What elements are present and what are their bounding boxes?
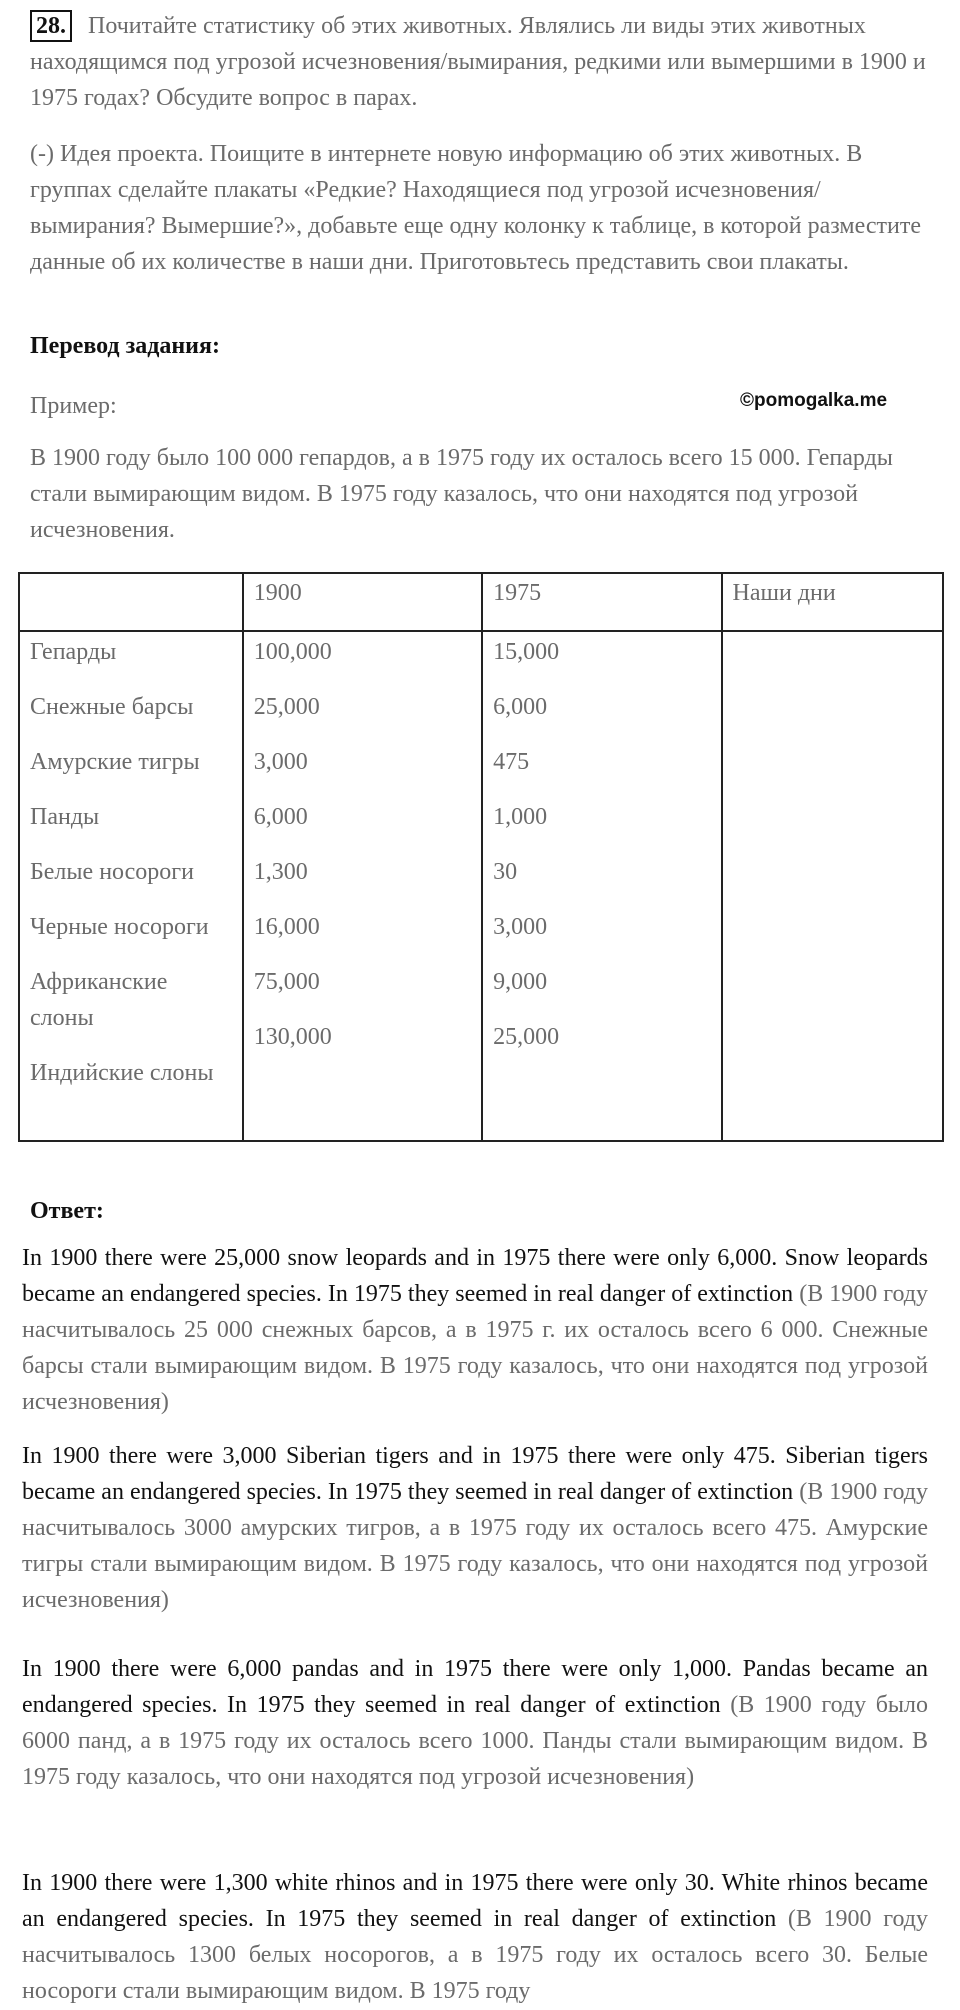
answer-paragraph [22, 1240, 928, 1420]
answer-english: In 1900 there were 25,000 snow leopards and in 1975 there were only 6,000. Snow leopards became an endangered species. In 1975 they seemed in real danger of extinction [22, 1245, 928, 1307]
answer-russian: (В 1900 году насчитывалось 1300 белых носорогов, а в 1975 году их осталось всего 30. Белые носороги стали вымирающим видом. В 1975 году [22, 1906, 929, 2004]
answer-english: In 1900 there were 1,300 white rhinos and in 1975 there were only 30. White rhinos became an endangered species. In 1975 they seemed in real danger of extinction [22, 1870, 928, 1932]
watermark: ©pomogalka.me [740, 390, 888, 411]
animal-name: Африканские слоны [30, 969, 168, 1031]
value-1900: 75,000 [253, 969, 320, 995]
value-1975: 30 [493, 859, 518, 885]
value-1975: 3,000 [493, 914, 548, 940]
table-header-row [19, 573, 943, 631]
task-number: 28. [30, 10, 72, 42]
present-column [722, 631, 943, 1141]
project-idea: (-) Идея проекта. Поищите в интернете новую информацию об этих животных. В группах сделайте плакаты «Редкие? Находящиеся под угрозой исчезновения/вымирания? Вымершие?», добавьте еще одну колонку к таблице, в которой разместите данные об их количестве в наши дни. Приготовьтесь представить свои плакаты. [30, 141, 921, 275]
task-block [30, 8, 930, 116]
value-1975: 1,000 [493, 804, 548, 830]
value-1975: 475 [493, 749, 530, 775]
answer-english: In 1900 there were 3,000 Siberian tigers and in 1975 there were only 475. Siberian tigers became an endangered species. In 1975 they seemed in real danger of extinction [22, 1443, 928, 1505]
answer-paragraph [22, 1438, 928, 1618]
example-text: В 1900 году было 100 000 гепардов, а в 1975 году их осталось всего 15 000. Гепарды стали вымирающим видом. В 1975 году казалось, что они находятся под угрозой исчезновения. [30, 445, 893, 543]
header-empty [19, 573, 243, 631]
animal-name: Панды [30, 804, 100, 830]
translation-heading: Перевод задания: [30, 333, 220, 359]
animal-name: Черные носороги [30, 914, 209, 940]
animals-column [19, 631, 243, 1141]
table-row [19, 631, 943, 1141]
animal-name: Снежные барсы [30, 694, 194, 720]
answer-russian: (В 1900 году было 6000 панд, а в 1975 году их осталось всего 1000. Панды стали вымирающим видом. В 1975 году казалось, что они находятся под угрозой исчезновения) [22, 1692, 929, 1790]
value-1900: 16,000 [253, 914, 320, 940]
animal-name: Амурские тигры [30, 749, 200, 775]
answer-english: In 1900 there were 6,000 pandas and in 1975 there were only 1,000. Pandas became an endangered species. In 1975 they seemed in real danger of extinction [22, 1656, 928, 1718]
values-1900-column [243, 631, 482, 1141]
answer-paragraph [22, 1651, 928, 1795]
header-1975: 1975 [482, 573, 721, 631]
animal-name: Индийские слоны [30, 1060, 214, 1086]
value-1975: 25,000 [493, 1024, 560, 1050]
value-1975: 6,000 [493, 694, 548, 720]
answer-russian: (В 1900 году насчитывалось 3000 амурских тигров, а в 1975 году их осталось всего 475. Амурские тигры стали вымирающим видом. В 1975 году казалось, что они находятся под угрозой исчезновения) [22, 1479, 928, 1613]
value-1900: 6,000 [253, 804, 308, 830]
answer-paragraph [22, 1865, 928, 2009]
value-1900: 100,000 [253, 639, 332, 665]
animal-name: Гепарды [30, 639, 117, 665]
value-1900: 1,300 [253, 859, 308, 885]
value-1900: 25,000 [253, 694, 320, 720]
animal-name: Белые носороги [30, 859, 194, 885]
header-present: Наши дни [722, 573, 943, 631]
value-1975: 15,000 [493, 639, 560, 665]
value-1975: 9,000 [493, 969, 548, 995]
task-text: Почитайте статистику об этих животных. Являлись ли виды этих животных находящимся под угрозой исчезновения/вымирания, редкими или вымершими в 1900 и 1975 годах? Обсудите вопрос в парах. [30, 13, 926, 111]
answer-russian: (В 1900 году насчитывалось 25 000 снежных барсов, а в 1975 г. их осталось всего 6 000. Снежные барсы стали вымирающим видом. В 1975 году казалось, что они находятся под угрозой исчезновения) [22, 1281, 928, 1415]
statistics-table [18, 572, 944, 1142]
example-label: Пример: [30, 393, 117, 419]
values-1975-column [482, 631, 721, 1141]
value-1900: 130,000 [253, 1024, 332, 1050]
header-1900: 1900 [243, 573, 482, 631]
answer-heading: Ответ: [30, 1198, 104, 1224]
value-1900: 3,000 [253, 749, 308, 775]
